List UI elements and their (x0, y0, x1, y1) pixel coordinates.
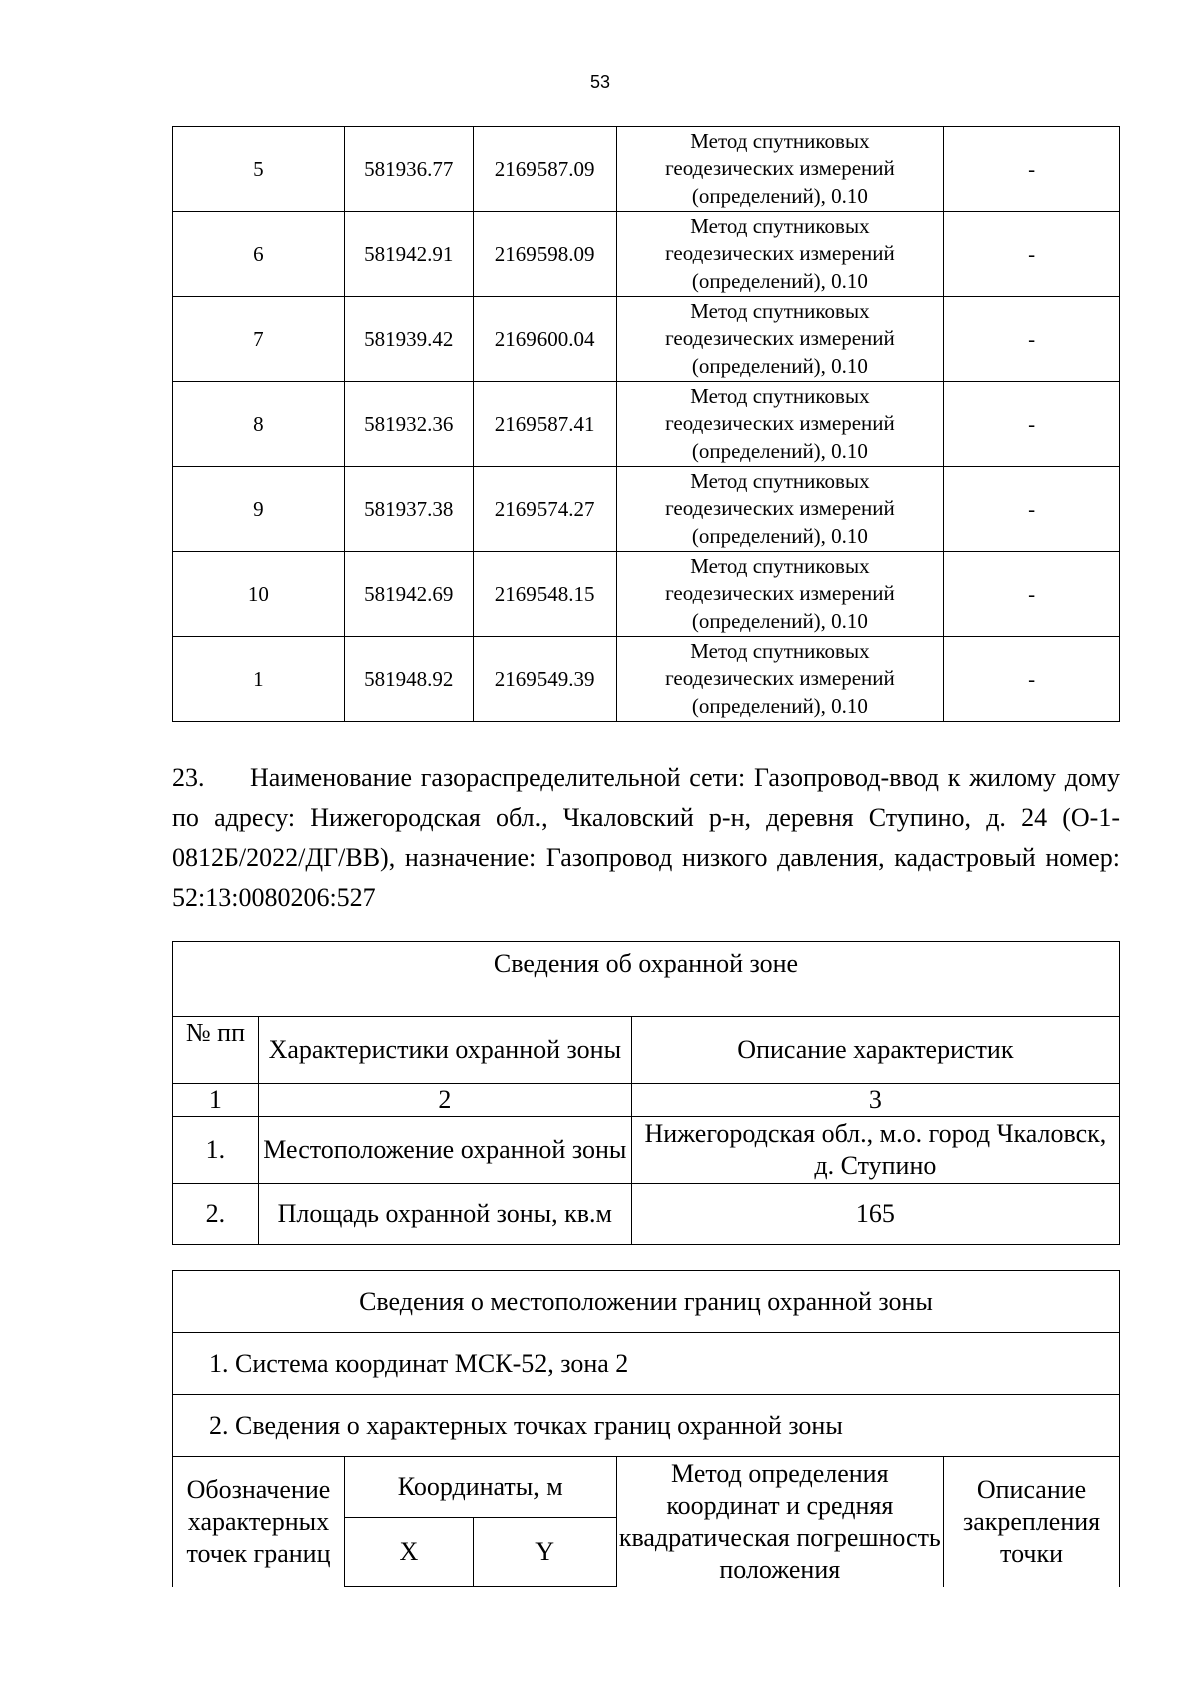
method-line: (определений), 0.10 (691, 353, 868, 378)
method-line: геодезических измерений (665, 156, 895, 181)
coord-y: 2169587.09 (473, 127, 616, 212)
coord-y: 2169587.41 (473, 382, 616, 467)
method-line: (определений), 0.10 (691, 693, 868, 718)
method-line: Метод спутниковых (690, 468, 870, 493)
coord-x: 581937.38 (344, 467, 473, 552)
coord-y: 2169600.04 (473, 297, 616, 382)
coord-x: 581942.69 (344, 552, 473, 637)
header-coordinates: Координаты, м (344, 1457, 616, 1518)
coord-x: 581936.77 (344, 127, 473, 212)
fixing-description: - (944, 127, 1120, 212)
coordinate-row (173, 552, 1120, 637)
method (616, 127, 944, 212)
coordinate-row (173, 637, 1120, 722)
col-number-3: 3 (631, 1084, 1119, 1117)
coord-y: 2169574.27 (473, 467, 616, 552)
method-line: (определений), 0.10 (691, 183, 868, 208)
col-number-1: 1 (173, 1084, 259, 1117)
method-line: Метод спутниковых (690, 298, 870, 323)
header-point-designation: Обозначение характерных точек границ (173, 1457, 345, 1587)
method-line: геодезических измерений (665, 581, 895, 606)
method-line: Метод спутниковых (690, 128, 870, 153)
fixing-description: - (944, 467, 1120, 552)
row-description: 165 (631, 1184, 1119, 1245)
coord-y: 2169548.15 (473, 552, 616, 637)
point-id: 9 (173, 467, 345, 552)
method-line: геодезических измерений (665, 496, 895, 521)
col-number-2: 2 (258, 1084, 631, 1117)
coordinate-row (173, 467, 1120, 552)
fixing-description: - (944, 212, 1120, 297)
row-characteristic: Площадь охранной зоны, кв.м (258, 1184, 631, 1245)
header-point-fixing: Описание закрепления точки (944, 1457, 1120, 1587)
method-line: Метод спутниковых (690, 553, 870, 578)
point-id: 1 (173, 637, 345, 722)
coord-x: 581932.36 (344, 382, 473, 467)
method (616, 212, 944, 297)
section-paragraph (172, 758, 1120, 918)
method (616, 382, 944, 467)
header-characteristics: Характеристики охранной зоны (258, 1017, 631, 1084)
fixing-description: - (944, 637, 1120, 722)
zone-table-title: Сведения об охранной зоне (173, 942, 1120, 1017)
method-line: геодезических измерений (665, 411, 895, 436)
row-characteristic: Местоположение охранной зоны (258, 1117, 631, 1184)
coord-y: 2169549.39 (473, 637, 616, 722)
method-line: (определений), 0.10 (691, 608, 868, 633)
coord-x: 581948.92 (344, 637, 473, 722)
method-line: геодезических измерений (665, 326, 895, 351)
header-method: Метод определения координат и средняя квадратическая погрешность положения (616, 1457, 944, 1587)
method (616, 467, 944, 552)
boundaries-table-title: Сведения о местоположении границ охранной зоны (173, 1271, 1120, 1333)
coord-x: 581939.42 (344, 297, 473, 382)
fixing-description: - (944, 552, 1120, 637)
header-description: Описание характеристик (631, 1017, 1119, 1084)
coord-x: 581942.91 (344, 212, 473, 297)
header-x: X (344, 1518, 473, 1587)
protection-zone-table (172, 941, 1120, 1245)
point-id: 5 (173, 127, 345, 212)
page-number: 53 (589, 72, 611, 92)
coord-y: 2169598.09 (473, 212, 616, 297)
coordinate-row (173, 382, 1120, 467)
method-line: геодезических измерений (665, 241, 895, 266)
row-num: 2. (173, 1184, 259, 1245)
coordinate-system-line: 1. Система координат МСК-52, зона 2 (173, 1333, 1120, 1395)
method (616, 297, 944, 382)
method-line: Метод спутниковых (690, 638, 870, 663)
point-id: 6 (173, 212, 345, 297)
fixing-description: - (944, 297, 1120, 382)
header-y: Y (473, 1518, 616, 1587)
boundaries-table (172, 1270, 1120, 1587)
coordinates-table (172, 126, 1120, 722)
method-line: (определений), 0.10 (691, 523, 868, 548)
section-text: Наименование газораспределительной сети: Газопровод-ввод к жилому дому по адресу: Нижегородская обл., Чкаловский р-н, деревня Ступино, д. 24 (О-1-0812Б/2022/ДГ/ВВ), назначение: Газопровод низкого давления, кадастровый номер: 52:13:0080206:527 (172, 763, 1120, 912)
points-info-line: 2. Сведения о характерных точках границ охранной зоны (173, 1395, 1120, 1457)
method-line: (определений), 0.10 (691, 438, 868, 463)
method-line: (определений), 0.10 (691, 268, 868, 293)
point-id: 7 (173, 297, 345, 382)
coordinate-row (173, 212, 1120, 297)
row-description: Нижегородская обл., м.о. город Чкаловск, д. Ступино (631, 1117, 1119, 1184)
coordinate-row (173, 127, 1120, 212)
method-line: Метод спутниковых (690, 213, 870, 238)
point-id: 10 (173, 552, 345, 637)
method-line: геодезических измерений (665, 666, 895, 691)
point-id: 8 (173, 382, 345, 467)
section-number: 23. (172, 763, 205, 792)
fixing-description: - (944, 382, 1120, 467)
row-num: 1. (173, 1117, 259, 1184)
header-num: № пп (173, 1017, 259, 1084)
method (616, 552, 944, 637)
method (616, 637, 944, 722)
coordinate-row (173, 297, 1120, 382)
method-line: Метод спутниковых (690, 383, 870, 408)
